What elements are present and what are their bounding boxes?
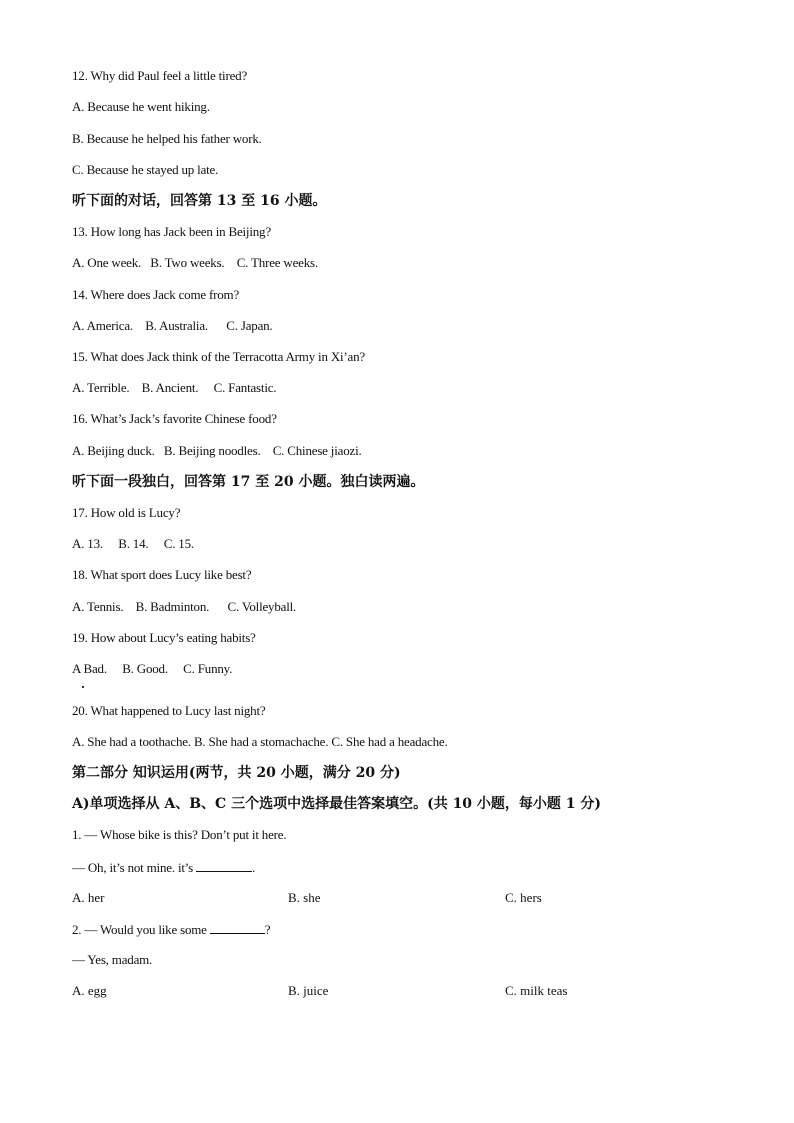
mc2-option-a: A. egg [72, 983, 107, 998]
part2-a-title: A)单项选择从 A、B、C 三个选项中选择最佳答案填空。(共 10 小题，每小题 1 分) [72, 796, 602, 812]
q14-question: 14. Where does Jack come from? [72, 287, 240, 302]
q18-options [72, 599, 296, 615]
q18-question: 18. What sport does Lucy like best? [72, 567, 252, 582]
q16-option-c: C. Chinese jiaozi. [272, 443, 362, 458]
q12-option-c: C. Because he stayed up late. [72, 162, 219, 177]
q20-options [72, 734, 448, 750]
q12-option-a: A. Because he went hiking. [72, 99, 210, 114]
q13-option-a: A. One week. [72, 255, 142, 270]
mc1-answer-prefix: — Oh, it’s not mine. it’s [72, 860, 197, 875]
q18-option-c: C. Volleyball. [227, 599, 297, 614]
q15-options [72, 380, 276, 396]
q14-option-b: B. Australia. [145, 318, 208, 333]
mc1-option-c: C. hers [505, 890, 542, 905]
q19-question: 19. How about Lucy’s eating habits? [72, 630, 256, 645]
mc2-question-suffix: ? [264, 922, 271, 937]
q13-question: 13. How long has Jack been in Beijing? [72, 224, 271, 239]
q15-question: 15. What does Jack think of the Terracotta Army in Xi’an? [72, 349, 365, 364]
mc2-answer-line: — Yes, madam. [72, 952, 153, 967]
q14-options [72, 318, 273, 334]
q13-option-b: B. Two weeks. [150, 255, 225, 270]
q15-option-c: C. Fantastic. [213, 380, 277, 395]
mc1-option-b: B. she [288, 890, 321, 905]
mc1-question: 1. — Whose bike is this? Don’t put it here. [72, 827, 287, 842]
mc1-answer-blank [196, 859, 252, 872]
q13-option-c: C. Three weeks. [236, 255, 318, 270]
stray-dot [82, 686, 84, 688]
q20-option-b: B. She had a stomachache. [193, 734, 329, 749]
q19-options [72, 661, 232, 677]
mc2-question-prefix: 2. — Would you like some [72, 922, 210, 937]
mc2-question-blank [210, 921, 265, 934]
q20-option-a: A. She had a toothache. [72, 734, 191, 749]
mc2-option-b: B. juice [288, 983, 329, 998]
q18-option-a: A. Tennis. [72, 599, 124, 614]
q17-option-b: B. 14. [118, 536, 149, 551]
part2-title: 第二部分 知识运用(两节，共 20 小题，满分 20 分) [72, 765, 401, 781]
q17-question: 17. How old is Lucy? [72, 505, 181, 520]
q14-option-c: C. Japan. [226, 318, 273, 333]
q17-option-c: C. 15. [163, 536, 194, 551]
q12-question: 12. Why did Paul feel a little tired? [72, 68, 248, 83]
q19-option-a: A Bad. [72, 661, 107, 676]
mc1-option-a: A. her [72, 890, 105, 905]
q16-options [72, 443, 362, 459]
section-heading-17-20: 听下面一段独白，回答第 17 至 20 小题。独白读两遍。 [72, 474, 425, 490]
q15-option-a: A. Terrible. [72, 380, 130, 395]
q16-option-a: A. Beijing duck. [72, 443, 155, 458]
q20-question: 20. What happened to Lucy last night? [72, 703, 266, 718]
section-heading-13-16: 听下面的对话，回答第 13 至 16 小题。 [72, 193, 327, 209]
q20-option-c: C. She had a headache. [331, 734, 448, 749]
mc1-answer-suffix: . [252, 860, 256, 875]
q16-question: 16. What’s Jack’s favorite Chinese food? [72, 411, 277, 426]
q12-option-b: B. Because he helped his father work. [72, 131, 262, 146]
q13-options [72, 255, 318, 271]
q17-option-a: A. 13. [72, 536, 103, 551]
q17-options [72, 536, 194, 552]
q19-option-c: C. Funny. [183, 661, 233, 676]
mc2-question [72, 921, 270, 938]
q15-option-b: B. Ancient. [141, 380, 199, 395]
q19-option-b: B. Good. [122, 661, 168, 676]
mc1-answer-line [72, 859, 255, 876]
q16-option-b: B. Beijing noodles. [163, 443, 261, 458]
mc2-option-c: C. milk teas [505, 983, 568, 998]
q14-option-a: A. America. [72, 318, 133, 333]
q18-option-b: B. Badminton. [135, 599, 210, 614]
